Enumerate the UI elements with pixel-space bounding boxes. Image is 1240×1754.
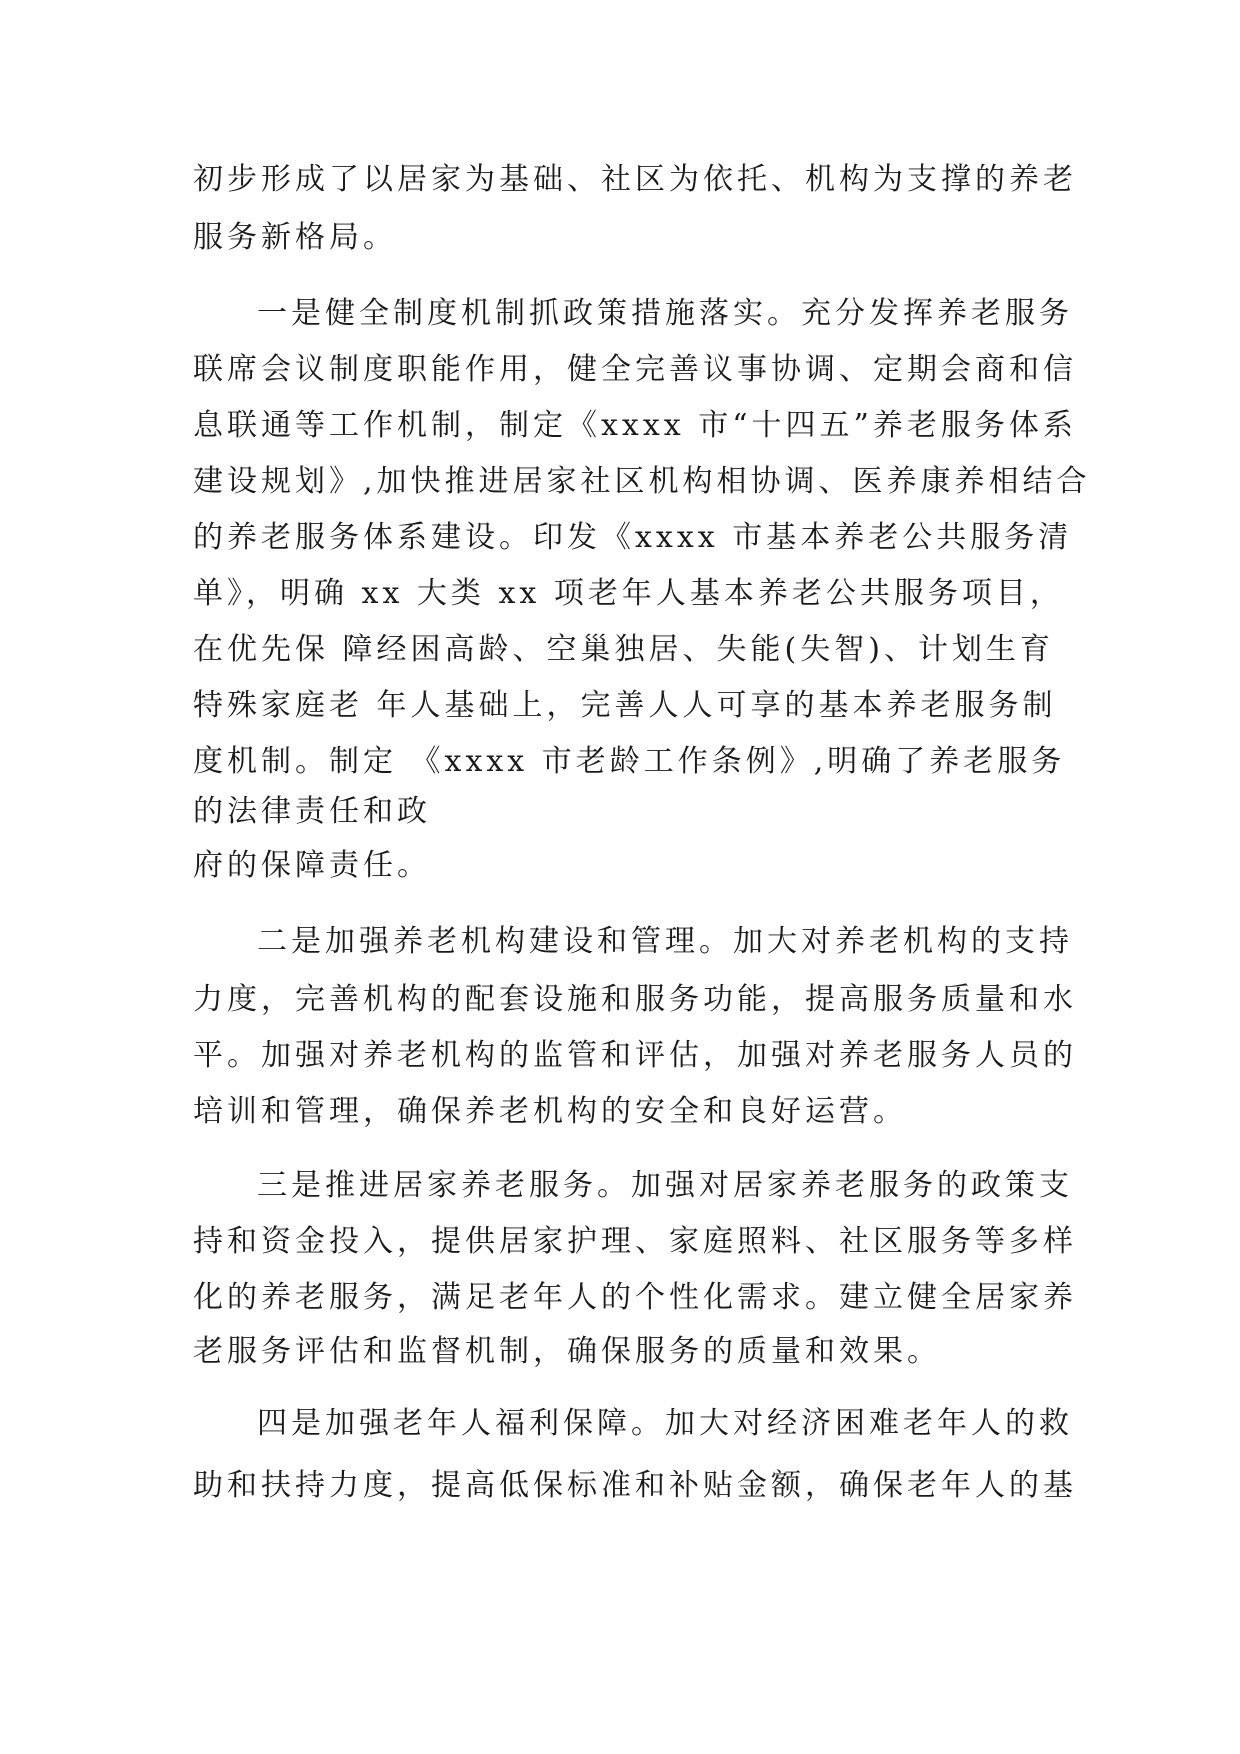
text-line: 化的养老服务，满足老年人的个性化需求。建立健全居家养 — [193, 1280, 1077, 1315]
text-line: 在优先保 障经困高龄、空巢独居、失能(失智)、计划生育 — [193, 632, 1054, 667]
text-line: 度机制。制定 《xxxx 市老龄工作条例》,明确了养老服务 — [193, 744, 1066, 779]
text-line: 持和资金投入，提供居家护理、家庭照料、社区服务等多样 — [193, 1224, 1077, 1259]
text-line: 服务新格局。 — [193, 220, 397, 255]
text-line: 三是推进居家养老服务。加强对居家养老服务的政策支 — [257, 1168, 1073, 1203]
text-line: 的法律责任和政 — [193, 794, 431, 829]
text-line: 老服务评估和监督机制，确保服务的质量和效果。 — [193, 1334, 941, 1369]
text-line: 培训和管理，确保养老机构的安全和良好运营。 — [193, 1094, 907, 1129]
text-line: 单》，明确 xx 大类 xx 项老年人基本养老公共服务项目， — [193, 576, 1064, 611]
text-line: 二是加强养老机构建设和管理。加大对养老机构的支持 — [257, 924, 1073, 959]
text-line: 特殊家庭老 年人基础上，完善人人可享的基本养老服务制 — [193, 688, 1057, 723]
text-line: 的养老服务体系建设。印发《xxxx 市基本养老公共服务清 — [193, 520, 1073, 555]
text-line: 联席会议制度职能作用，健全完善议事协调、定期会商和信 — [193, 352, 1077, 387]
text-line: 息联通等工作机制，制定《xxxx 市“十四五”养老服务体系 — [193, 408, 1077, 443]
text-line: 四是加强老年人福利保障。加大对经济困难老年人的救 — [257, 1406, 1073, 1441]
text-line: 助和扶持力度，提高低保标准和补贴金额，确保老年人的基 — [193, 1468, 1077, 1503]
text-line: 平。加强对养老机构的监管和评估，加强对养老服务人员的 — [193, 1038, 1077, 1073]
text-line: 府的保障责任。 — [193, 848, 431, 883]
text-line: 初步形成了以居家为基础、社区为依托、机构为支撑的养老 — [193, 162, 1077, 197]
text-line: 力度，完善机构的配套设施和服务功能，提高服务质量和水 — [193, 982, 1077, 1017]
text-line: 建设规划》,加快推进居家社区机构相协调、医养康养相结合 — [193, 464, 1091, 499]
text-line: 一是健全制度机制抓政策措施落实。充分发挥养老服务 — [257, 296, 1073, 331]
